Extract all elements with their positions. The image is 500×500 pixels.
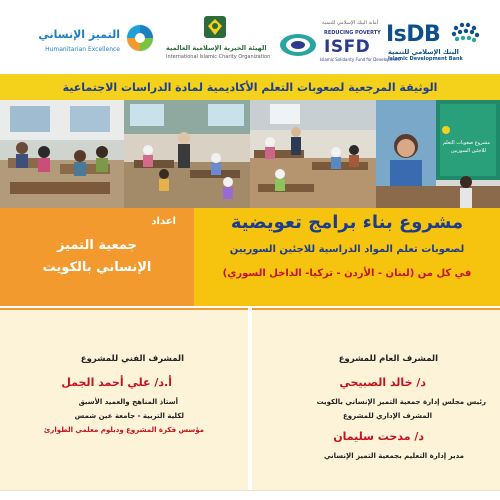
isfd-logo [276,14,401,64]
classroom-photo-3 [250,100,376,208]
title-section [0,208,500,306]
excellence-arabic-name: التميز الإنساني [38,28,120,41]
humanitarian-excellence-logo [38,14,156,64]
technical-supervisor-name: أ.د/ علي أحمد الجمل [61,376,172,389]
isfd-acronym: ISFD [324,37,371,57]
poster-caption-line1: مشروع صعوبات التعلم [442,140,490,146]
iico-arabic-name: الهيئة الخيرية الإسلامية العالمية [166,44,267,52]
isfd-arabic-top: أمانة البنك الإسلامي للتنمية [322,20,379,26]
isdb-globe-icon [450,20,480,46]
classroom-photo-2 [124,100,250,208]
technical-supervisor-faculty: لكلية التربية - جامعة عين شمس [74,412,184,420]
iico-emblem-icon [202,14,228,42]
isdb-acronym: IsDB [386,22,441,47]
isfd-emblem-icon [278,32,318,58]
prepared-by-label: اعداد [151,216,176,227]
iico-logo [162,14,270,64]
project-title: مشروع بناء برامج تعويضية [230,212,464,233]
iico-english-name: International Islamic Charity Organization [166,54,271,60]
project-countries: في كل من (لبنان - الأردن - تركيا- الداخل السوري) [222,268,472,279]
bottom-border [0,490,500,500]
classroom-photo-1 [0,100,124,208]
isdb-arabic-name: البنك الإسلامي للتنمية [388,48,459,56]
reference-document-banner [0,74,500,100]
general-supervisor-panel [252,308,500,490]
reference-document-title: الوثيقة المرجعية لصعوبات التعلم الأكاديمية لمادة الدراسات الاجتماعية [62,80,438,94]
logo-strip [0,0,500,72]
classroom-photo-4 [376,100,500,208]
project-subtitle: لصعوبات تعلم المواد الدراسية للاجئين السوريين [229,244,465,255]
education-director-name: د/ مدحت سليمان [333,430,424,443]
photo-strip [0,100,500,208]
excellence-emblem-icon [124,22,156,54]
excellence-english-name: Humanitarian Excellence [45,46,120,53]
isfd-reducing-poverty: REDUCING POVERTY [324,30,381,36]
isdb-logo [386,14,498,64]
administrative-supervisor-role: المشرف الإداري للمشروع [342,412,432,420]
isdb-english-name: Islamic Development Bank [388,56,463,62]
general-supervisor-heading: المشرف العام للمشروع [338,354,438,364]
isfd-english-name: Islamic Solidarity Fund for Development [320,57,401,62]
education-director-role: مدير إدارة التعليم بجمعية التميز الإنساني [323,452,464,460]
technical-supervisor-title: أستاذ المناهج والعميد الأسبق [78,398,178,406]
supervisors-section [0,308,500,490]
prepared-by-name-line2: الإنساني بالكويت [42,260,152,275]
technical-supervisor-panel [0,308,248,490]
technical-supervisor-founder: مؤسس فكرة المشروع ودبلوم معلمي الطوارئ [43,426,204,434]
general-supervisor-role: رئيس مجلس إدارة جمعية التميز الإنساني بالكويت [316,398,486,406]
poster-caption-line2: للاجئين السوريين [450,148,486,154]
general-supervisor-name: د/ خالد الصبيحي [339,376,426,389]
project-title-box [194,208,500,306]
technical-supervisor-heading: المشرف الفني للمشروع [80,354,184,364]
prepared-by-box [0,208,194,306]
prepared-by-name-line1: جمعية التميز [57,238,137,253]
